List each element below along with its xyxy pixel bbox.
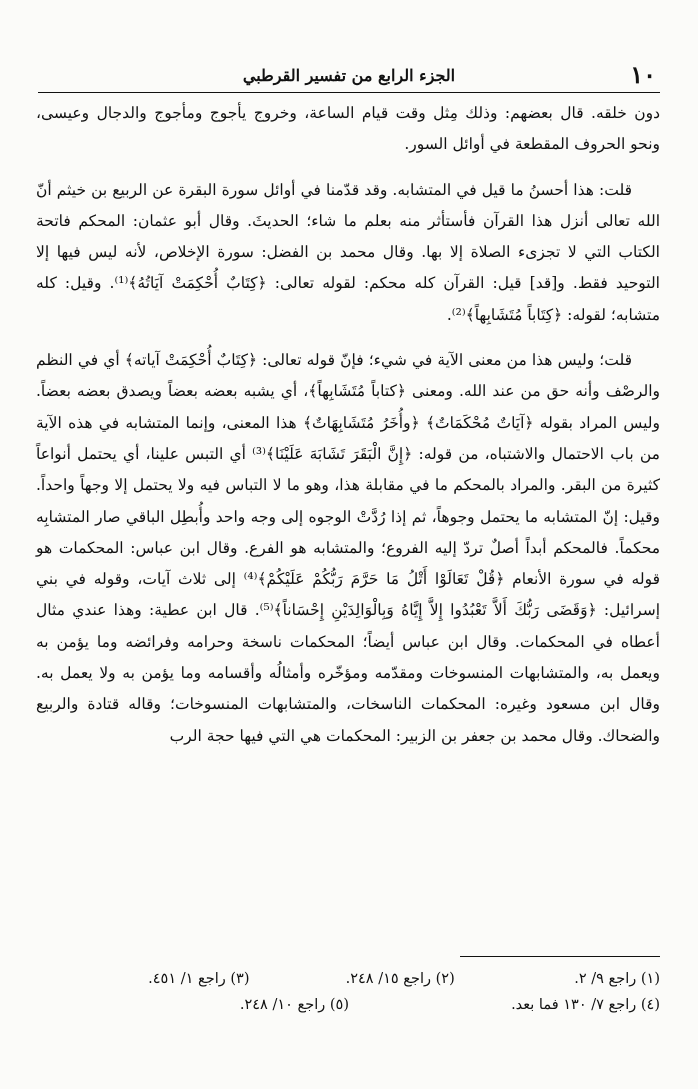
footnote-5: (٥) راجع ١٠/ ٢٤٨. bbox=[239, 997, 349, 1013]
paragraph-1: دون خلقه. قال بعضهم: وذلك مِثل وقت قيام الساعة، وخروج يأجوج ومأجوج والدجال وعيسى، ونحو الحروف المقطعة في أوائل السور. bbox=[36, 104, 660, 154]
body-text bbox=[36, 98, 660, 752]
footnote-3: (٣) راجع ١/ ٤٥١. bbox=[148, 971, 250, 987]
footnote-row bbox=[38, 966, 660, 992]
paragraph-3: قلت؛ وليس هذا من معنى الآية في شيء؛ فإنّ قوله تعالى: ﴿كِتَابٌ أُحْكِمَتْ آياته﴾ أي في النظم والرصْف وأنه حق من عند الله. ومعنى ﴿كتاباً مُتَشَابِهاً﴾، أي يشبه بعضه بعضاً ويصدق بعضه بعضاً. وليس المراد بقوله ﴿آيَاتٌ مُحْكَمَاتٌ﴾ ﴿وأُخَرُ مُتَشَابِهَاتٌ﴾ هذا المعنى، وإنما المتشابه في هذه الآية من باب الاحتمال والاشتباه، من قوله: ﴿إِنَّ الْبَقَرَ تَشَابَهَ عَلَيْنَا﴾⁽³⁾ أي التبس علينا، أي يحتمل أنواعاً كثيرة من البقر. والمراد بالمحكم ما في مقابلة هذا، وهو ما لا التباس فيه ولا يحتمل إلا وجهاً واحداً. وقيل: إنّ المتشابه ما يحتمل وجوهاً، ثم إذا رُدَّتْ الوجوه إلى وجه واحد وأُبطِل الباقي صار المتشابِه محكماً. فالمحكم أبداً أصلٌ تردّ إليه الفروع؛ والمتشابه هو الفرع. وقال ابن عباس: المحكمات هو قوله في سورة الأنعام ﴿قُلْ تَعَالَوْا أَتْلُ مَا حَرَّمَ رَبُّكُمْ عَلَيْكُمْ﴾⁽⁴⁾ إلى ثلاث آيات، وقوله في بني إسرائيل: ﴿وَقَضَى رَبُّكَ أَلاَّ تَعْبُدُوا إِلاَّ إِيَّاهُ وَبِالْوَالِدَيْنِ إِحْسَاناً﴾⁽⁵⁾. قال ابن عطية: وهذا عندي مثال أعطاه في المحكمات. وقال ابن عباس أيضاً؛ المحكمات ناسخة وحرامه وفرائضه وما يؤمن به ويعمل به، والمتشابهات المنسوخات ومقدّمه ومؤخّره وأمثالُه وأقسامه وما يؤمن به ولا يعمل به. وقال ابن مسعود وغيره: المحكمات الناسخات، والمتشابهات المنسوخات؛ وقاله قتادة والربيع والضحاك. وقال محمد بن جعفر بن الزبير: المحكمات هي التي فيها حجة الرب bbox=[36, 351, 661, 745]
page-number: ١٠ bbox=[630, 60, 656, 89]
page-header bbox=[38, 58, 660, 93]
footnote-1: (١) راجع ٩/ ٢. bbox=[574, 971, 660, 987]
paragraph-2: قلت: هذا أحسنُ ما قيل في المتشابه. وقد قدّمنا في أوائل سورة البقرة عن الربيع بن خيثم أنّ الله تعالى أنزل هذا القرآن فأستأثر منه بعلم ما شاء؛ الحديثَ. وقال أبو عثمان: المحكم فاتحة الكتاب التي لا تجزىء الصلاة إلا بها. وقال محمد بن الفضل: سورة الإخلاص، لأنه ليس فيها إلا التوحيد فقط. و[قد] قيل: القرآن كله محكم: لقوله تعالى: ﴿كِتَابٌ أُحْكِمَتْ آيَاتُهُ﴾⁽¹⁾. وقيل: كله متشابه؛ لقوله: ﴿كِتَاباً مُتَشَابِهاً﴾⁽²⁾. bbox=[36, 180, 660, 324]
footnote-separator bbox=[460, 956, 660, 957]
running-title: الجزء الرابع من تفسير القرطبي bbox=[242, 66, 456, 85]
footnotes bbox=[38, 966, 660, 1018]
footnote-row bbox=[38, 992, 660, 1018]
footnote-4: (٤) راجع ٧/ ١٣٠ فما بعد. bbox=[511, 997, 660, 1013]
footnote-2: (٢) راجع ١٥/ ٢٤٨. bbox=[345, 971, 455, 987]
